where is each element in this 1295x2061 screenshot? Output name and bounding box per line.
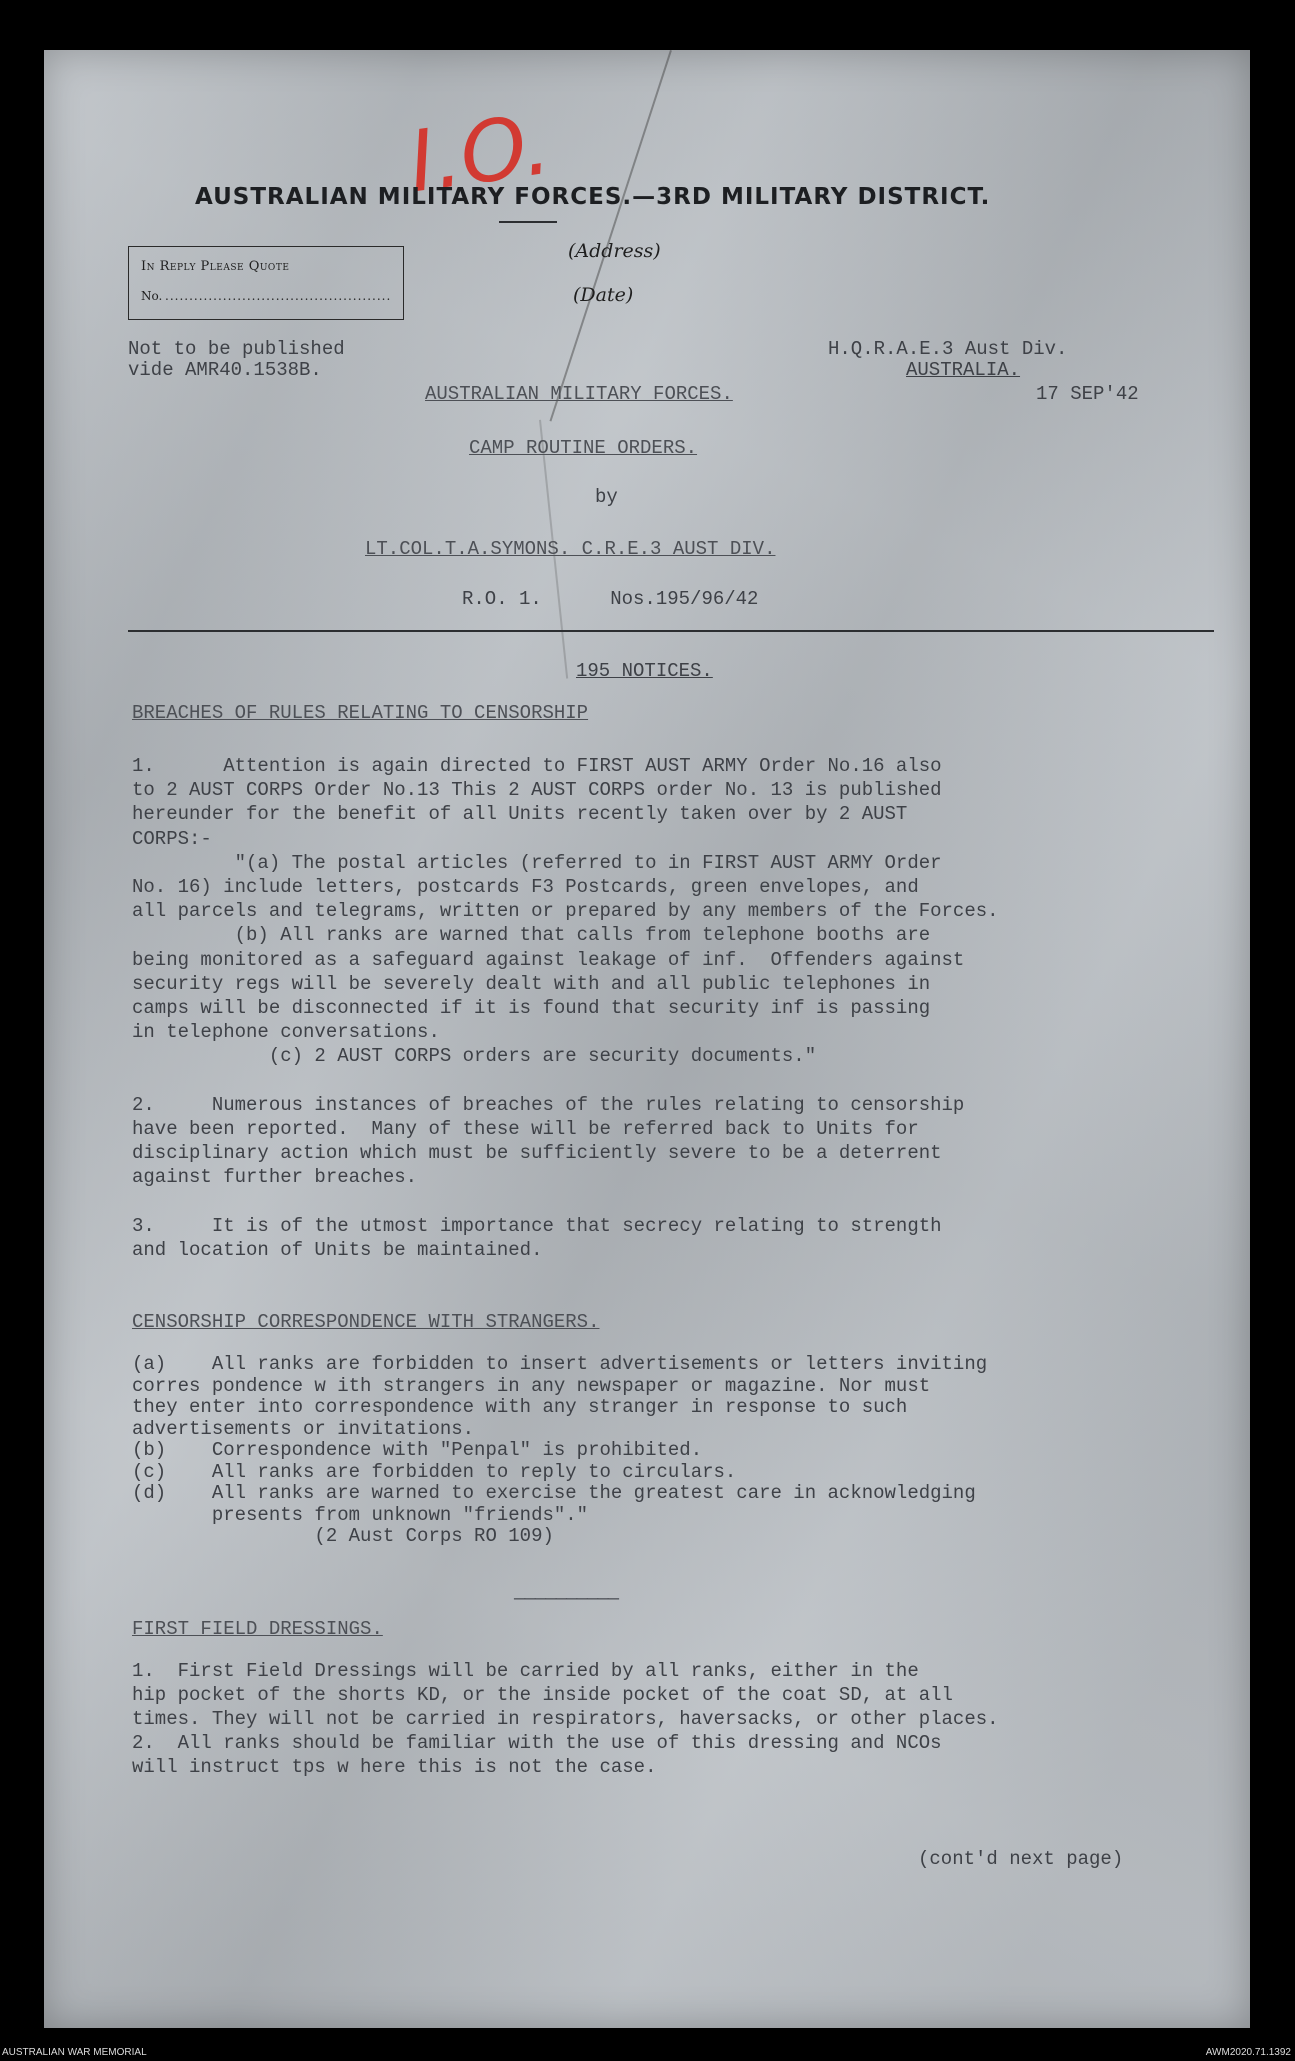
body-line: 3. It is of the utmost importance that secrecy relating to strength [132, 1214, 942, 1237]
body-line: times. They will not be carried in respirators, haversacks, or other places. [132, 1708, 999, 1730]
body-line: will instruct tps w here this is not the case. [132, 1756, 657, 1778]
body-line: being monitored as a safeguard against leakage of inf. Offenders against [132, 948, 965, 971]
address-label: (Address) [568, 240, 661, 262]
body-line: to 2 AUST CORPS Order No.13 This 2 AUST CORPS order No. 13 is published [132, 779, 942, 802]
footer-right: AWM2020.71.1392 [1205, 2047, 1291, 2058]
strangers-heading: CENSORSHIP CORRESPONDENCE WITH STRANGERS. [132, 1311, 600, 1333]
not-published-line2: vide AMR40.1538B. [128, 359, 322, 381]
order-title-4: LT.COL.T.A.SYMONS. C.R.E.3 AUST DIV. [365, 538, 776, 560]
body-line: camps will be disconnected if it is found that security inf is passing [132, 997, 931, 1019]
body-line: hereunder for the benefit of all Units recently taken over by 2 AUST [132, 803, 908, 826]
not-published-line1: Not to be published [128, 338, 345, 360]
body-line: corres pondence w ith strangers in any newspaper or magazine. Nor must [132, 1374, 931, 1397]
dressings-heading: FIRST FIELD DRESSINGS. [132, 1618, 383, 1640]
continued-note: (cont'd next page) [918, 1848, 1124, 1870]
order-title-1: AUSTRALIAN MILITARY FORCES. [425, 383, 733, 405]
body-line: presents from unknown "friends"." [132, 1503, 589, 1526]
notices-heading: 195 NOTICES. [576, 660, 713, 682]
body-line: (c) 2 AUST CORPS orders are security documents." [132, 1045, 817, 1068]
short-rule: —————————— [514, 1588, 619, 1610]
body-line: security regs will be severely dealt with and all public telephones in [132, 972, 931, 995]
body-line: (a) All ranks are forbidden to insert advertisements or letters inviting [132, 1353, 988, 1375]
body-line: (b) All ranks are warned that calls from telephone booths are [132, 924, 931, 947]
body-line: all parcels and telegrams, written or prepared by any members of the Forces. [132, 900, 999, 923]
footer-left: AUSTRALIAN WAR MEMORIAL [2, 2047, 147, 2058]
reply-box-heading: In Reply Please Quote [141, 259, 290, 274]
body-line: 1. First Field Dressings will be carried by all ranks, either in the [132, 1660, 919, 1682]
reply-box-number-label: No. [141, 289, 163, 303]
body-line: advertisements or invitations. [132, 1417, 475, 1440]
body-line: disciplinary action which must be sufficiently severe to be a deterrent [132, 1142, 942, 1165]
section-divider [128, 630, 1214, 632]
body-line: in telephone conversations. [132, 1021, 440, 1044]
body-line: (d) All ranks are warned to exercise the greatest care in acknowledging [132, 1482, 976, 1504]
body-line: hip pocket of the shorts KD, or the inside pocket of the coat SD, at all [132, 1684, 953, 1706]
order-date: 17 SEP'42 [1036, 383, 1139, 405]
letterhead-underline [499, 221, 557, 223]
body-line: (b) Correspondence with "Penpal" is prohibited. [132, 1439, 703, 1461]
body-line: 1. Attention is again directed to FIRST AUST ARMY Order No.16 also [132, 755, 942, 777]
letterhead-title: AUSTRALIAN MILITARY FORCES.—3RD MILITARY DISTRICT. [195, 184, 991, 210]
order-title-2: CAMP ROUTINE ORDERS. [469, 437, 698, 459]
date-label: (Date) [573, 284, 634, 306]
paper-crease [549, 50, 671, 422]
body-line: No. 16) include letters, postcards F3 Postcards, green envelopes, and [132, 876, 919, 898]
body-line: have been reported. Many of these will be referred back to Units for [132, 1118, 919, 1140]
body-line: "(a) The postal articles (referred to in FIRST AUST ARMY Order [132, 851, 942, 874]
reply-box-dotted-line: ............................................... [165, 289, 392, 303]
censorship-heading: BREACHES OF RULES RELATING TO CENSORSHIP [132, 702, 589, 724]
hq-line1: H.Q.R.A.E.3 Aust Div. [828, 338, 1068, 360]
order-title-3: by [595, 486, 618, 508]
body-line: CORPS:- [132, 827, 212, 850]
body-line: 2. Numerous instances of breaches of the rules relating to censorship [132, 1093, 965, 1116]
body-line: against further breaches. [132, 1166, 418, 1189]
body-line: they enter into correspondence with any stranger in response to such [132, 1396, 908, 1418]
body-line: 2. All ranks should be familiar with the use of this dressing and NCOs [132, 1732, 942, 1754]
body-line: and location of Units be maintained. [132, 1239, 543, 1261]
hq-line2: AUSTRALIA. [906, 359, 1021, 381]
document-page [44, 50, 1250, 2028]
handwritten-red-mark: I.O. [402, 94, 557, 212]
order-reference: R.O. 1. Nos.195/96/42 [462, 588, 759, 610]
body-line: (c) All ranks are forbidden to reply to circulars. [132, 1460, 737, 1483]
body-line: (2 Aust Corps RO 109) [132, 1525, 554, 1547]
reply-box [128, 246, 404, 320]
